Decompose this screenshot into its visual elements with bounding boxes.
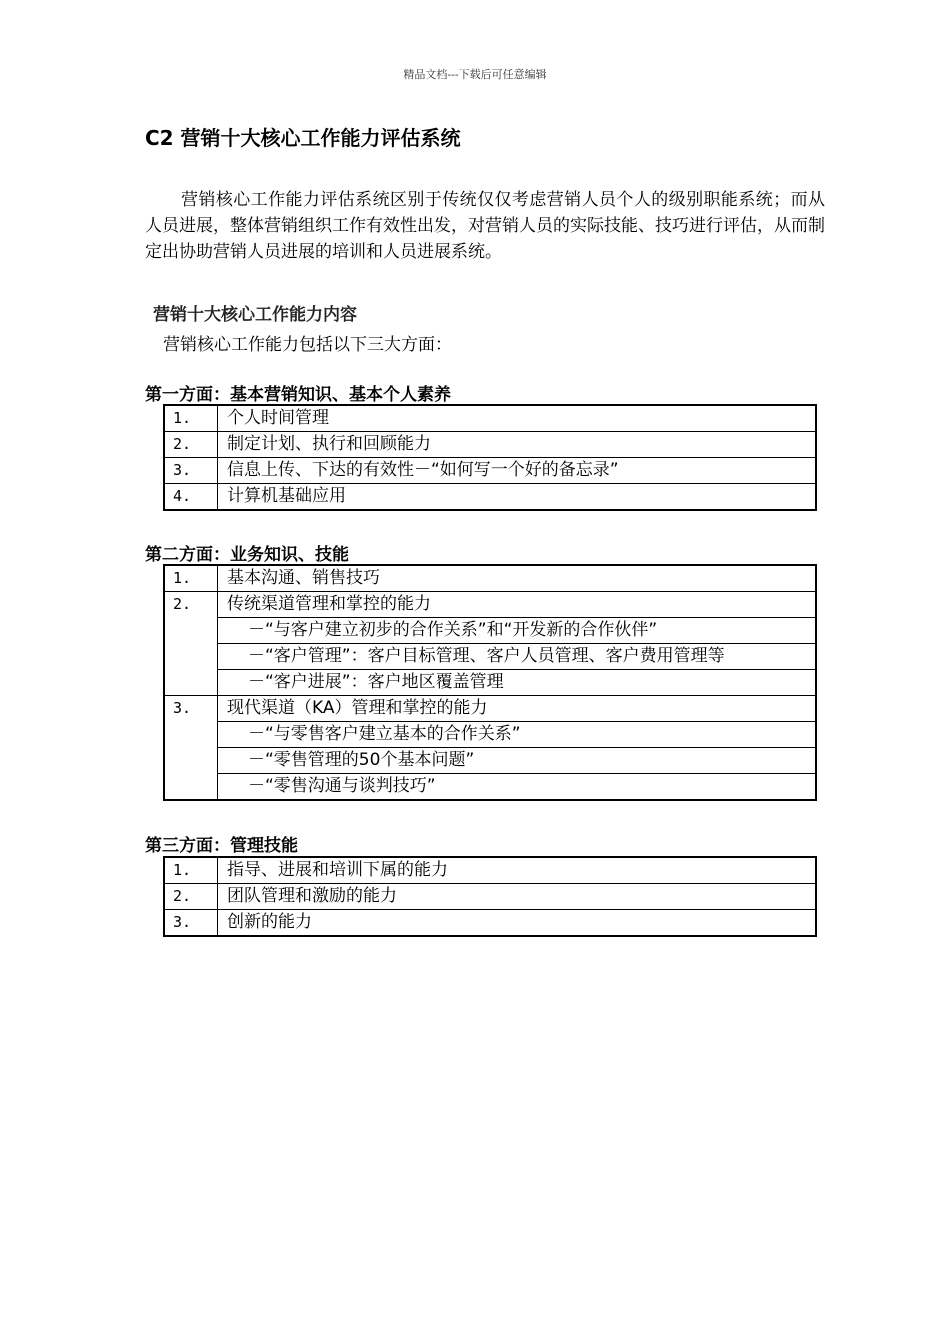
row-number: 4.	[164, 484, 218, 511]
aspect3-heading: 第三方面：管理技能	[145, 836, 298, 856]
aspect2-heading: 第二方面：业务知识、技能	[145, 545, 349, 565]
row-text: 基本沟通、销售技巧	[218, 565, 817, 592]
table-row	[164, 432, 816, 458]
table-row	[164, 857, 816, 884]
intro-paragraph: 营销核心工作能力评估系统区别于传统仅仅考虑营销人员个人的级别职能系统；而从人员进展，整体营销组织工作有效性出发，对营销人员的实际技能、技巧进行评估，从而制定出协助营销人员进展的培训和人员进展系统。	[145, 190, 825, 262]
sub-item-text: －“零售沟通与谈判技巧”	[218, 774, 817, 801]
sub-item-text: －“客户进展”：客户地区覆盖管理	[218, 670, 817, 696]
table-row	[164, 884, 816, 910]
table-subrow	[164, 618, 816, 644]
aspect1-heading: 第一方面：基本营销知识、基本个人素养	[145, 385, 451, 405]
row-number: 2.	[164, 432, 218, 458]
aspect3-table	[163, 856, 817, 937]
header-note: 精品文档---下载后可任意编辑	[403, 68, 547, 81]
table-subrow	[164, 670, 816, 696]
row-text: 指导、进展和培训下属的能力	[218, 857, 817, 884]
row-number: 2.	[164, 592, 218, 696]
row-number: 3.	[164, 458, 218, 484]
table-row	[164, 592, 816, 618]
row-text: 现代渠道（KA）管理和掌控的能力	[218, 696, 817, 722]
table-subrow	[164, 748, 816, 774]
row-text: 个人时间管理	[218, 405, 817, 432]
row-text: 制定计划、执行和回顾能力	[218, 432, 817, 458]
aspect1-table	[163, 404, 817, 511]
row-number: 3.	[164, 910, 218, 937]
row-number: 1.	[164, 405, 218, 432]
table-subrow	[164, 644, 816, 670]
table-subrow	[164, 722, 816, 748]
subsection-description: 营销核心工作能力包括以下三大方面：	[163, 335, 452, 355]
table-row	[164, 484, 816, 511]
row-number: 1.	[164, 565, 218, 592]
table-row	[164, 405, 816, 432]
sub-item-text: －“与客户建立初步的合作关系”和“开发新的合作伙伴”	[218, 618, 817, 644]
table-subrow	[164, 774, 816, 801]
table-row	[164, 458, 816, 484]
aspect2-table	[163, 564, 817, 801]
sub-item-text: －“客户管理”：客户目标管理、客户人员管理、客户费用管理等	[218, 644, 817, 670]
row-number: 2.	[164, 884, 218, 910]
subsection-title: 营销十大核心工作能力内容	[153, 305, 357, 325]
row-text: 计算机基础应用	[218, 484, 817, 511]
row-text: 团队管理和激励的能力	[218, 884, 817, 910]
table-row	[164, 696, 816, 722]
row-number: 3.	[164, 696, 218, 801]
row-number: 1.	[164, 857, 218, 884]
table-row	[164, 565, 816, 592]
row-text: 传统渠道管理和掌控的能力	[218, 592, 817, 618]
sub-item-text: －“零售管理的50个基本问题”	[218, 748, 817, 774]
sub-item-text: －“与零售客户建立基本的合作关系”	[218, 722, 817, 748]
table-row	[164, 910, 816, 937]
page-title: C2 营销十大核心工作能力评估系统	[145, 126, 461, 150]
row-text: 创新的能力	[218, 910, 817, 937]
row-text: 信息上传、下达的有效性－“如何写一个好的备忘录”	[218, 458, 817, 484]
